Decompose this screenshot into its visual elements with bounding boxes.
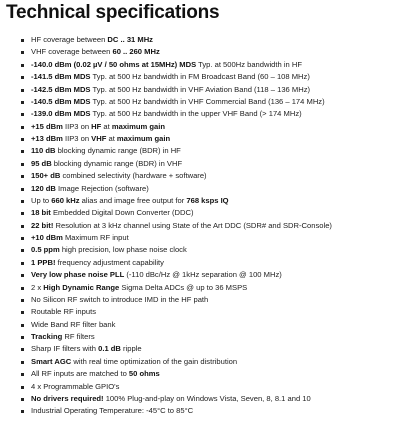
spec-item: [0, 381, 400, 393]
spec-item: [0, 108, 400, 120]
spec-item: [0, 356, 400, 368]
spec-item: [0, 121, 400, 133]
spec-item: [0, 232, 400, 244]
spec-highlight: 150+ dB: [31, 171, 61, 181]
spec-highlight: -140.0 dBm (0.02 µV / 50 ohms at 15MHz) MDS: [31, 59, 197, 69]
spec-text: Embedded Digital Down Converter (DDC): [50, 208, 194, 218]
spec-highlight: 768 ksps IQ: [186, 195, 229, 205]
spec-highlight: +13 dBm: [31, 134, 63, 143]
spec-text: Industrial Operating Temperature: -45°C to 85°C: [31, 406, 194, 416]
spec-item: [0, 405, 400, 417]
spec-highlight: -140.5 dBm MDS: [31, 96, 91, 106]
spec-text: Up to: [31, 195, 52, 205]
spec-item: [0, 244, 400, 256]
bullet-icon: [21, 398, 24, 401]
spec-item: [0, 393, 400, 405]
bullet-icon: [21, 287, 24, 290]
bullet-icon: [21, 274, 24, 277]
spec-highlight: 0.5 ppm: [31, 245, 60, 255]
spec-item: [0, 133, 400, 145]
spec-highlight: VHF: [91, 134, 107, 143]
bullet-icon: [21, 175, 24, 178]
spec-item: [0, 368, 400, 380]
spec-item: [0, 282, 400, 294]
spec-item: [0, 207, 400, 219]
spec-text: frequency adjustment capability: [55, 257, 164, 267]
spec-item: [0, 59, 400, 71]
spec-item: [0, 269, 400, 281]
bullet-icon: [21, 299, 24, 302]
bullet-icon: [21, 76, 24, 79]
spec-item: [0, 71, 400, 83]
spec-text: Image Rejection (software): [55, 183, 149, 193]
spec-text: IIP3 on: [62, 134, 92, 143]
spec-highlight: 120 dB: [31, 183, 56, 193]
spec-item: [0, 158, 400, 170]
spec-highlight: Smart AGC: [31, 356, 72, 366]
bullet-icon: [21, 200, 24, 203]
spec-highlight: 0.1 dB: [98, 344, 121, 354]
spec-item: [0, 84, 400, 96]
bullet-icon: [21, 64, 24, 67]
spec-highlight: 18 bit: [31, 208, 51, 218]
spec-text: All RF inputs are matched to: [31, 369, 129, 379]
spec-item: [0, 294, 400, 306]
spec-highlight: 22 bit!: [31, 220, 54, 230]
bullet-icon: [21, 237, 24, 240]
bullet-icon: [21, 212, 24, 215]
spec-text: Sharp IF filters with: [31, 344, 99, 354]
bullet-icon: [21, 138, 24, 141]
spec-text: at: [101, 121, 112, 131]
bullet-icon: [21, 262, 24, 265]
spec-text: alias and image free output for: [79, 195, 187, 205]
spec-text: IIP3 on: [62, 121, 92, 131]
spec-item: [0, 331, 400, 343]
spec-item: [0, 220, 400, 232]
spec-item: [0, 195, 400, 207]
spec-highlight: 60 .. 260 MHz: [112, 47, 160, 57]
bullet-icon: [21, 225, 24, 228]
spec-text: 100% Plug-and-play on Windows Vista, Seven, 8, 8.1 and 10: [103, 393, 311, 403]
bullet-icon: [21, 311, 24, 314]
spec-item: [0, 46, 400, 58]
spec-list: [0, 34, 400, 418]
spec-text: Routable RF inputs: [31, 307, 97, 317]
spec-highlight: High Dynamic Range: [43, 282, 120, 292]
spec-highlight: Very low phase noise PLL: [31, 270, 125, 280]
bullet-icon: [21, 126, 24, 129]
spec-item: [0, 34, 400, 46]
spec-item: [0, 170, 400, 182]
spec-item: [0, 343, 400, 355]
bullet-icon: [21, 89, 24, 92]
spec-text: VHF coverage between: [31, 47, 113, 57]
bullet-icon: [21, 373, 24, 376]
spec-text: high precision, low phase noise clock: [59, 245, 187, 255]
spec-text: Typ. at 500 Hz bandwidth in VHF Aviation Band (118 – 136 MHz): [90, 84, 311, 94]
spec-text: Typ. at 500Hz bandwidth in HF: [196, 59, 302, 69]
spec-highlight: 95 dB: [31, 158, 52, 168]
spec-text: Typ. at 500 Hz bandwidth in the upper VHF Band (> 174 MHz): [90, 109, 302, 119]
spec-item: [0, 306, 400, 318]
spec-text: Maximum RF input: [62, 233, 129, 242]
spec-item: [0, 145, 400, 157]
spec-text: Wide Band RF filter bank: [31, 319, 116, 329]
spec-text: HF coverage between: [31, 35, 108, 44]
spec-text: (-110 dBc/Hz @ 1kHz separation @ 100 MHz): [124, 270, 282, 280]
page-title: Technical specifications: [6, 2, 220, 23]
spec-text: Sigma Delta ADCs @ up to 36 MSPS: [119, 282, 248, 292]
bullet-icon: [21, 39, 24, 42]
spec-item: [0, 257, 400, 269]
spec-item: [0, 183, 400, 195]
bullet-icon: [21, 51, 24, 54]
spec-text: Typ. at 500 Hz bandwidth in VHF Commercial Band (136 – 174 MHz): [90, 96, 325, 106]
bullet-icon: [21, 386, 24, 389]
spec-text: ripple: [120, 344, 142, 354]
spec-highlight: 1 PPB!: [31, 257, 56, 267]
bullet-icon: [21, 361, 24, 364]
spec-text: Resolution at 3 kHz channel using State of the Art DDC (SDR# and SDR-Console): [53, 220, 332, 230]
spec-text: 4 x Programmable GPIO's: [31, 381, 120, 391]
spec-highlight: 660 kHz: [51, 195, 80, 205]
spec-text: 2 x: [31, 282, 44, 292]
spec-text: with real time optimization of the gain distribution: [71, 356, 238, 366]
spec-item: [0, 96, 400, 108]
bullet-icon: [21, 113, 24, 116]
spec-highlight: HF: [91, 121, 102, 131]
spec-text: combined selectivity (hardware + software): [60, 171, 207, 181]
bullet-icon: [21, 249, 24, 252]
spec-highlight: No drivers required!: [31, 393, 104, 403]
bullet-icon: [21, 348, 24, 351]
spec-text: blocking dynamic range (BDR) in VHF: [51, 158, 183, 168]
bullet-icon: [21, 324, 24, 327]
spec-highlight: -142.5 dBm MDS: [31, 84, 91, 94]
spec-text: at: [106, 134, 117, 143]
bullet-icon: [21, 336, 24, 339]
spec-highlight: 110 dB: [31, 146, 56, 156]
spec-highlight: DC .. 31 MHz: [107, 35, 153, 44]
spec-text: RF filters: [62, 332, 95, 341]
spec-highlight: -139.0 dBm MDS: [31, 109, 91, 119]
spec-text: No Silicon RF switch to introduce IMD in the HF path: [31, 294, 209, 304]
bullet-icon: [21, 101, 24, 104]
spec-highlight: -141.5 dBm MDS: [31, 72, 91, 82]
spec-highlight: +15 dBm: [31, 121, 63, 131]
spec-item: [0, 319, 400, 331]
spec-text: Typ. at 500 Hz bandwidth in FM Broadcast Band (60 – 108 MHz): [90, 72, 310, 82]
bullet-icon: [21, 410, 24, 413]
spec-highlight: maximum gain: [116, 134, 171, 143]
spec-highlight: Tracking: [31, 332, 63, 341]
bullet-icon: [21, 163, 24, 166]
spec-highlight: 50 ohms: [128, 369, 160, 379]
spec-highlight: +10 dBm: [31, 233, 63, 242]
spec-highlight: maximum gain: [111, 121, 166, 131]
bullet-icon: [21, 188, 24, 191]
bullet-icon: [21, 150, 24, 153]
spec-text: blocking dynamic range (BDR) in HF: [55, 146, 181, 156]
